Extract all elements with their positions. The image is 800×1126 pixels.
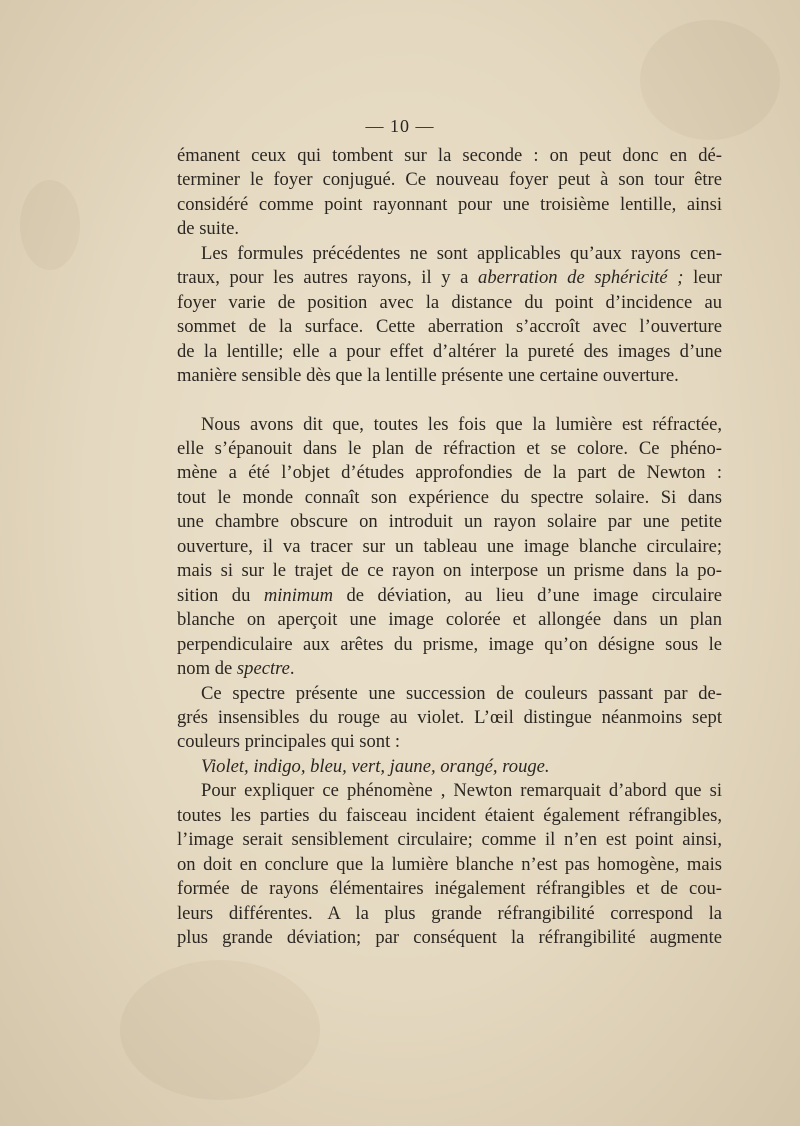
text-line: l’image serait sensiblement circulaire; comme il n’en est point ainsi, bbox=[177, 829, 722, 851]
page-number: — 10 — bbox=[365, 116, 435, 136]
text-line: Pour expliquer ce phénomène , Newton remarquait d’abord que si bbox=[201, 780, 722, 802]
italic-term: aberration de sphéricité ; bbox=[478, 267, 684, 289]
text-line: considéré comme point rayonnant pour une troisième lentille, ainsi bbox=[177, 193, 722, 215]
text-line: Les formules précédentes ne sont applicables qu’aux rayons cen- bbox=[201, 242, 722, 264]
text-line: ouverture, il va tracer sur un tableau une image blanche circulaire; bbox=[177, 535, 722, 557]
text-line: toutes les parties du faisceau incident étaient également réfrangibles, bbox=[177, 804, 722, 826]
text-line: Ce spectre présente une succession de couleurs passant par de- bbox=[201, 682, 722, 704]
paragraph-gap bbox=[177, 389, 722, 413]
body-text bbox=[177, 144, 722, 951]
text-line: leurs différentes. A la plus grande réfrangibilité correspond la bbox=[177, 902, 722, 924]
text-line: terminer le foyer conjugué. Ce nouveau foyer peut à son tour être bbox=[177, 169, 722, 191]
text-line: une chambre obscure on introduit un rayon solaire par une petite bbox=[177, 511, 722, 533]
color-list-line: Violet, indigo, bleu, vert, jaune, orangé, rouge. bbox=[201, 755, 550, 777]
text-run: . bbox=[289, 658, 295, 680]
text-line: de la lentille; elle a pour effet d’altérer la pureté des images d’une bbox=[177, 340, 722, 362]
text-line bbox=[177, 657, 722, 681]
text-line: manière sensible dès que la lentille présente une certaine ouverture. bbox=[177, 365, 679, 387]
text-line: tout le monde connaît son expérience du spectre solaire. Si dans bbox=[177, 486, 722, 508]
text-line: perpendiculaire aux arêtes du prisme, image qu’on désigne sous le bbox=[177, 633, 722, 655]
text-line: de suite. bbox=[177, 218, 239, 240]
text-line: Nous avons dit que, toutes les fois que la lumière est réfractée, bbox=[201, 413, 722, 435]
text-line: mais si sur le trajet de ce rayon on interpose un prisme dans la po- bbox=[177, 560, 722, 582]
text-run: sition du bbox=[177, 584, 264, 606]
text-run: nom de bbox=[177, 658, 237, 680]
paper-stain bbox=[20, 180, 80, 270]
text-line: sommet de la surface. Cette aberration s’accroît avec l’ouverture bbox=[177, 316, 722, 338]
text-line: émanent ceux qui tombent sur la seconde : on peut donc en dé- bbox=[177, 145, 722, 166]
text-run: leur bbox=[683, 267, 722, 289]
text-run: traux, pour les autres rayons, il y a bbox=[177, 267, 479, 289]
text-line: plus grande déviation; par conséquent la réfrangibilité augmente bbox=[177, 927, 722, 949]
text-line: on doit en conclure que la lumière blanche n’est pas homogène, mais bbox=[177, 853, 722, 875]
text-line bbox=[177, 266, 722, 290]
text-line: elle s’épanouit dans le plan de réfraction et se colore. Ce phéno- bbox=[177, 437, 722, 459]
italic-term: minimum bbox=[263, 584, 334, 606]
text-line: grés insensibles du rouge au violet. L’œil distingue néanmoins sept bbox=[177, 706, 722, 728]
paper-stain bbox=[120, 960, 320, 1100]
text-line bbox=[177, 584, 722, 608]
italic-term: spectre bbox=[236, 658, 290, 680]
text-line: formée de rayons élémentaires inégalement réfrangibles et de cou- bbox=[177, 878, 722, 900]
text-line: blanche on aperçoit une image colorée et allongée dans un plan bbox=[177, 609, 722, 631]
text-run: de déviation, au lieu d’une image circulaire bbox=[333, 584, 722, 606]
text-line: couleurs principales qui sont : bbox=[177, 731, 401, 753]
text-line: foyer varie de position avec la distance du point d’incidence au bbox=[177, 291, 722, 313]
text-line: mène a été l’objet d’études approfondies de la part de Newton : bbox=[177, 462, 722, 484]
